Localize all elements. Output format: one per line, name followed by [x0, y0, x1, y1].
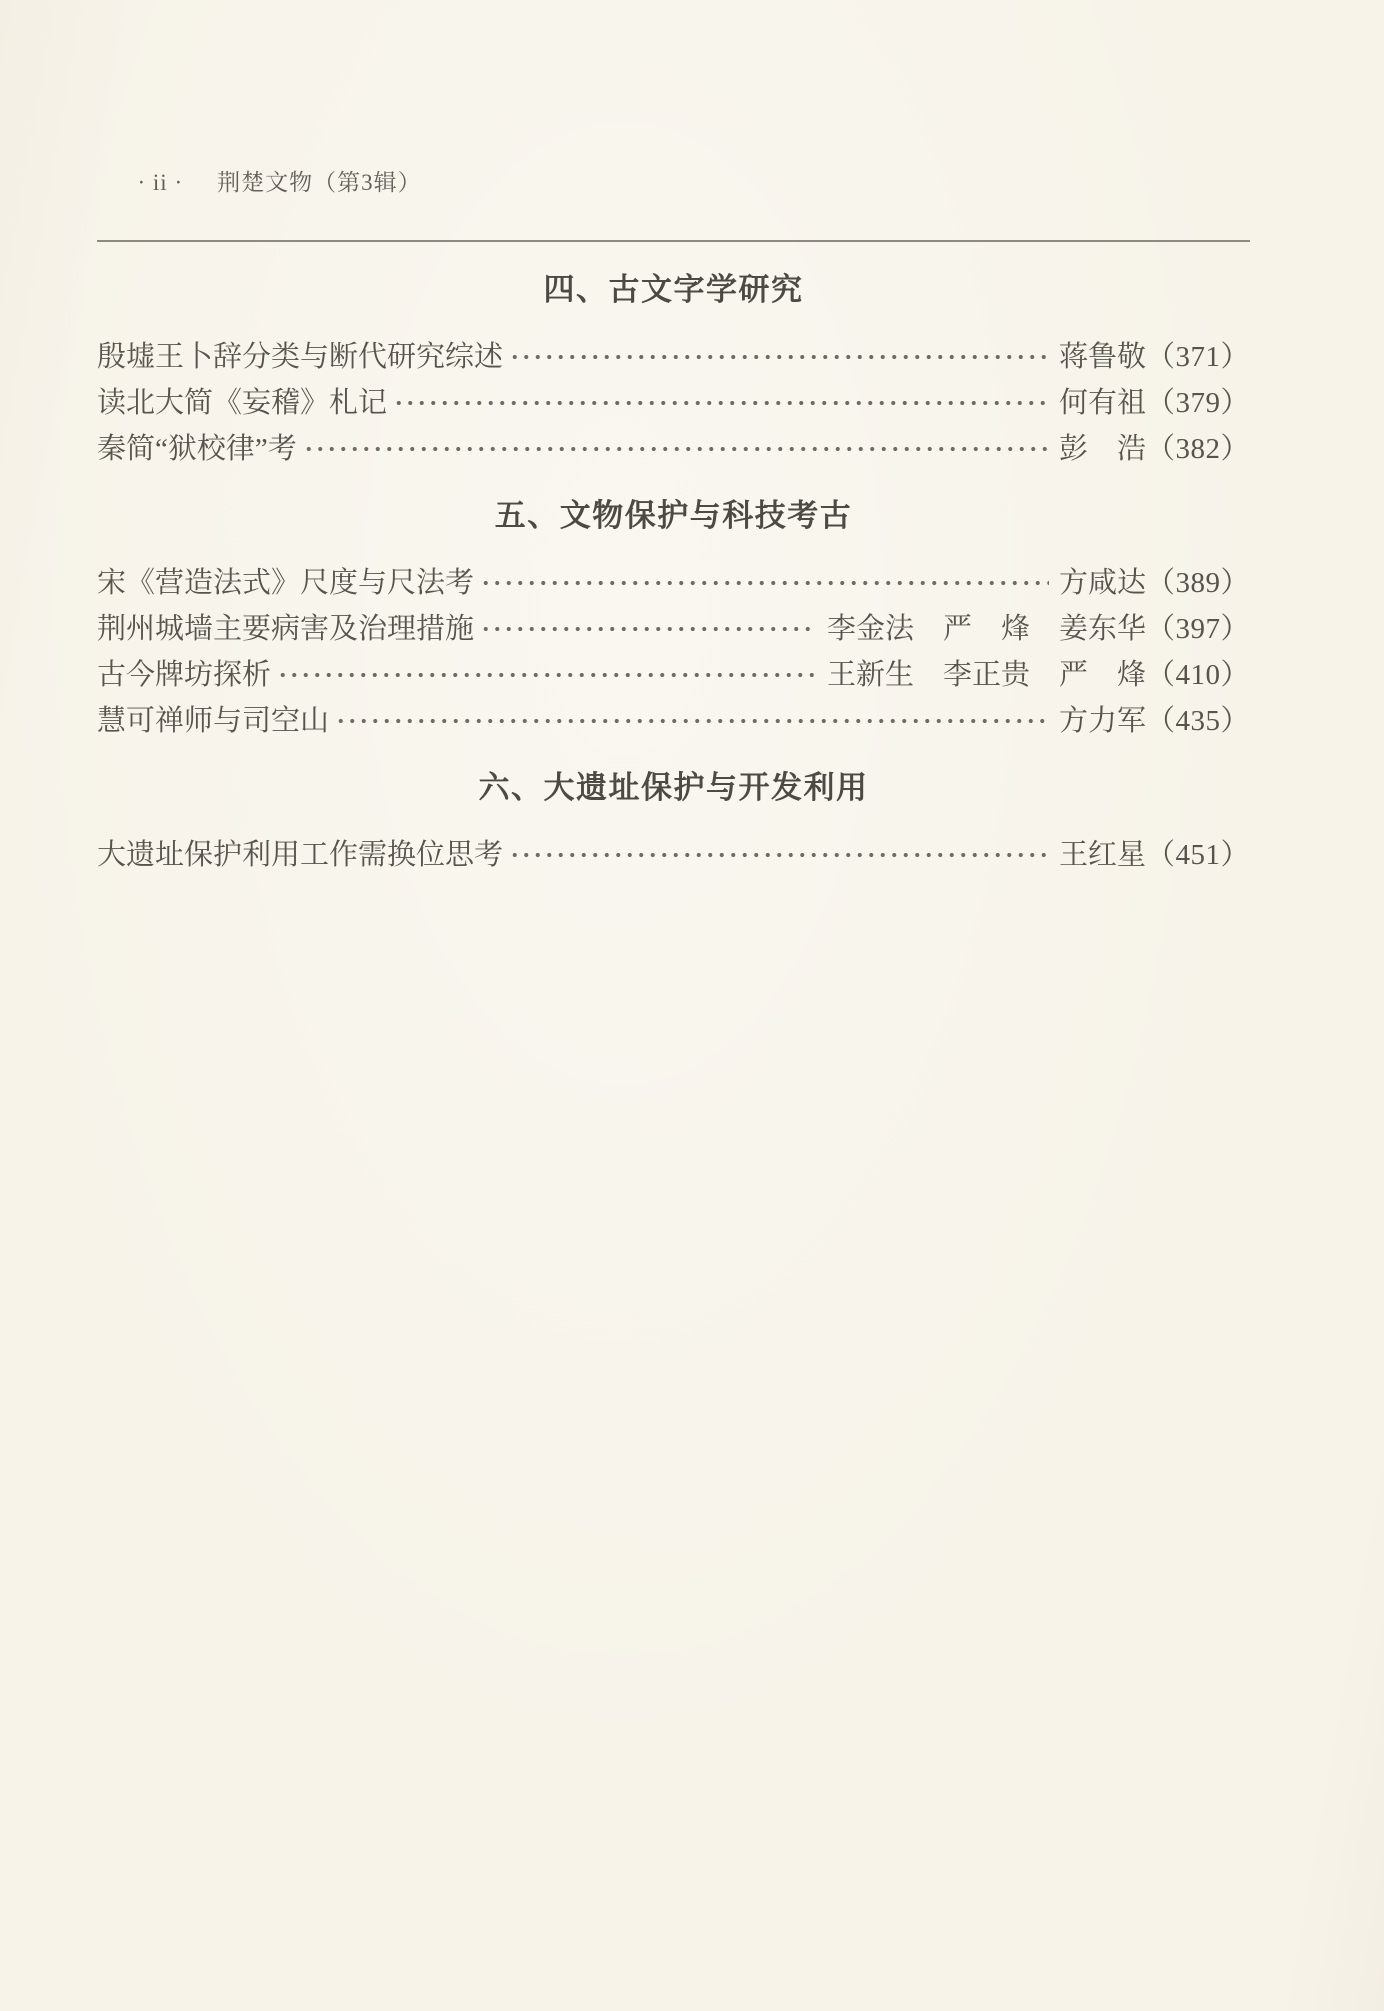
dot-leader [301, 426, 1049, 472]
dot-leader [507, 334, 1049, 380]
dot-leader [478, 606, 817, 652]
entry-title: 古今牌坊探析 [97, 659, 272, 691]
entry-authors: 彭 浩 [1058, 433, 1146, 465]
entry-page-number: （382） [1145, 433, 1250, 465]
entry-title: 宋《营造法式》尺度与尺法考 [97, 567, 475, 599]
dot-leader [478, 560, 1049, 606]
entry-authors: 方力军 [1058, 705, 1146, 737]
entry-title: 大遗址保护利用工作需换位思考 [97, 839, 504, 871]
header-rule [97, 240, 1250, 242]
toc-section [97, 770, 1250, 878]
entry-page-number: （451） [1145, 839, 1250, 871]
section-title: 四、古文字学研究 [543, 272, 804, 307]
toc-entry [97, 606, 1250, 652]
toc-entry [97, 832, 1250, 878]
entry-authors: 方咸达 [1058, 567, 1146, 599]
entry-authors: 王新生 李正贵 严 烽 [826, 659, 1146, 691]
entry-title: 慧可禅师与司空山 [97, 705, 330, 737]
entry-title: 秦简“狱校律”考 [97, 433, 297, 465]
section-title: 六、大遗址保护与开发利用 [478, 770, 869, 805]
book-title: 荆楚文物（第3辑） [217, 170, 422, 195]
dot-leader [507, 832, 1049, 878]
toc-section [97, 498, 1250, 744]
dot-leader [391, 380, 1049, 426]
entry-page-number: （371） [1145, 341, 1250, 373]
entry-title: 殷墟王卜辞分类与断代研究综述 [97, 341, 504, 373]
toc-entry [97, 652, 1250, 698]
toc-entry [97, 560, 1250, 606]
toc-entry [97, 334, 1250, 380]
section-entries [97, 334, 1250, 472]
folio-number: · ii · [137, 170, 184, 195]
entry-page-number: （397） [1145, 613, 1250, 645]
entry-page-number: （379） [1145, 387, 1250, 419]
toc-entry [97, 698, 1250, 744]
toc-entry [97, 380, 1250, 426]
page-content [97, 141, 1250, 878]
toc-section [97, 272, 1250, 472]
entry-authors: 何有祖 [1058, 387, 1146, 419]
running-header [97, 141, 1250, 225]
dot-leader [275, 652, 817, 698]
section-entries [97, 560, 1250, 744]
entry-authors: 蒋鲁敬 [1058, 341, 1146, 373]
toc-entry [97, 426, 1250, 472]
dot-leader [333, 698, 1049, 744]
entry-page-number: （435） [1145, 705, 1250, 737]
entry-title: 荆州城墙主要病害及治理措施 [97, 613, 475, 645]
section-title: 五、文物保护与科技考古 [494, 498, 853, 533]
entry-authors: 李金法 严 烽 姜东华 [826, 613, 1146, 645]
entry-authors: 王红星 [1058, 839, 1146, 871]
entry-page-number: （389） [1145, 567, 1250, 599]
section-entries [97, 832, 1250, 878]
entry-page-number: （410） [1145, 659, 1250, 691]
toc-sections [97, 272, 1250, 878]
entry-title: 读北大简《妄稽》札记 [97, 387, 388, 419]
